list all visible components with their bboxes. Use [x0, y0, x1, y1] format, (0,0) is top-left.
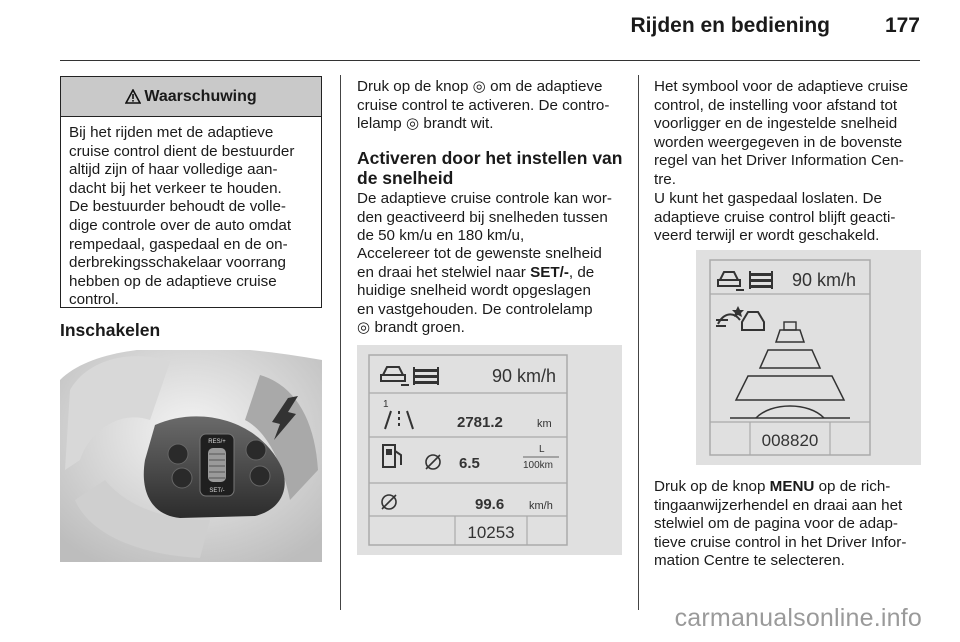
display1-range-top: 1	[383, 399, 389, 410]
heading-line: Activeren door het instellen van	[357, 148, 623, 168]
warning-title: Waarschuwing	[144, 87, 257, 105]
display2-total: 008820	[761, 431, 819, 450]
text-line: tieve cruise control in het Driver Infor-	[654, 533, 907, 551]
acc-car-icon	[381, 367, 409, 385]
vehicle-ahead-icon	[716, 306, 764, 330]
menu-button-label: MENU	[769, 478, 815, 495]
warning-triangle-icon	[125, 89, 141, 104]
warning-header	[61, 77, 321, 117]
column-divider-1	[340, 75, 341, 610]
text-line: mation Centre te selecteren.	[654, 552, 845, 570]
text-line: adaptieve cruise control blijft geacti-	[654, 208, 896, 226]
driver-info-display-acc	[696, 250, 921, 465]
warning-line: De bestuurder behoudt de volle-	[69, 198, 286, 216]
warning-box	[60, 76, 322, 308]
display1-cons-unit-top: L	[539, 444, 545, 455]
warning-line: dacht bij het verkeer te houden.	[69, 179, 282, 197]
warning-line: control.	[69, 291, 119, 309]
distance-bars-icon	[413, 367, 439, 385]
col2-para2	[357, 190, 627, 246]
text-line: Accelereer tot de gewenste snelheid	[357, 245, 602, 262]
road-trip-icon	[385, 411, 413, 429]
col3-para2	[654, 190, 934, 246]
section-heading-activeren	[357, 148, 627, 188]
text-line: control, de instelling voor afstand tot	[654, 96, 898, 114]
col2-para1	[357, 78, 627, 134]
warning-line: rempedaal, gaspedaal en de on-	[69, 235, 288, 253]
fuel-pump-icon	[383, 445, 401, 467]
display1-odo-unit: km	[537, 418, 552, 430]
display1-avg: 99.6	[475, 496, 505, 513]
heading-line: de snelheid	[357, 168, 454, 188]
display1-total: 10253	[467, 523, 515, 542]
text-line: veerd terwijl er wordt geschakeld.	[654, 227, 880, 245]
text-line: lelamp ◎ brandt wit.	[357, 115, 494, 133]
running-header-title: Rijden en bediening	[630, 14, 830, 37]
text-line: U kunt het gaspedaal loslaten. De	[654, 190, 882, 207]
average-speed-icon	[382, 495, 396, 509]
text-line: Het symbool voor de adaptieve cruise	[654, 78, 909, 95]
text-line: Druk op de knop ◎ om de adaptieve	[357, 78, 603, 95]
text-line: worden weergegeven in de bovenste	[654, 133, 903, 151]
header-rule	[60, 60, 920, 61]
text-line: regel van het Driver Information Cen-	[654, 152, 904, 170]
display1-avg-unit: km/h	[529, 500, 553, 512]
text-line: de 50 km/u en 180 km/u,	[357, 227, 525, 245]
res-button-label: RES/+	[208, 439, 226, 445]
display2-speed: 90 km/h	[792, 270, 857, 290]
distance-road-graphic	[730, 322, 850, 418]
column-divider-2	[638, 75, 639, 610]
text-line: Druk op de knop MENU op de rich-	[654, 478, 891, 495]
average-icon	[426, 455, 440, 469]
steering-wheel-photo	[60, 350, 322, 562]
page-number: 177	[884, 14, 920, 37]
warning-line: dige controle over de auto omdat	[69, 216, 292, 234]
set-button-label: SET/-	[209, 488, 225, 494]
text-line: tingaanwijzerhendel en draai aan het	[654, 496, 903, 514]
text-line: den geactiveerd bij snelheden tussen	[357, 208, 608, 226]
driver-info-display-trip	[357, 345, 622, 555]
acc-car-icon	[718, 272, 744, 290]
distance-bars-icon	[749, 271, 773, 289]
warning-line: cruise control dient de bestuurder	[69, 142, 295, 160]
text-line: stelwiel om de pagina voor de adap-	[654, 515, 898, 533]
display1-cons: 6.5	[459, 455, 480, 472]
warning-text	[61, 117, 321, 310]
warning-line: hebben op de adaptieve cruise	[69, 272, 277, 290]
col3-para1	[654, 78, 934, 190]
warning-line: Bij het rijden met de adaptieve	[69, 124, 274, 141]
col2-para3	[357, 245, 627, 338]
warning-line: altijd zijn of haar volledige aan-	[69, 161, 278, 179]
warning-line: derbrekingsschakelaar voorrang	[69, 254, 286, 272]
text-line: en vastgehouden. De controlelamp	[357, 300, 593, 318]
display1-odo: 2781.2	[457, 414, 503, 431]
display1-speed: 90 km/h	[492, 366, 557, 386]
section-heading-inschakelen: Inschakelen	[60, 320, 161, 340]
text-line: De adaptieve cruise controle kan wor-	[357, 190, 612, 207]
col3-para3	[654, 478, 934, 571]
text-line: en draai het stelwiel naar SET/-, de	[357, 263, 595, 281]
text-line: tre.	[654, 170, 676, 188]
text-line: ◎ brandt groen.	[357, 319, 465, 337]
text-line: cruise control te activeren. De contro-	[357, 96, 610, 114]
watermark: carmanualsonline.info	[674, 604, 922, 632]
text-line: voorligger en de ingestelde snelheid	[654, 115, 898, 133]
text-line: huidige snelheid wordt opgeslagen	[357, 282, 591, 300]
set-minus-label: SET/-	[530, 263, 569, 281]
display1-cons-unit-bottom: 100km	[523, 460, 554, 471]
